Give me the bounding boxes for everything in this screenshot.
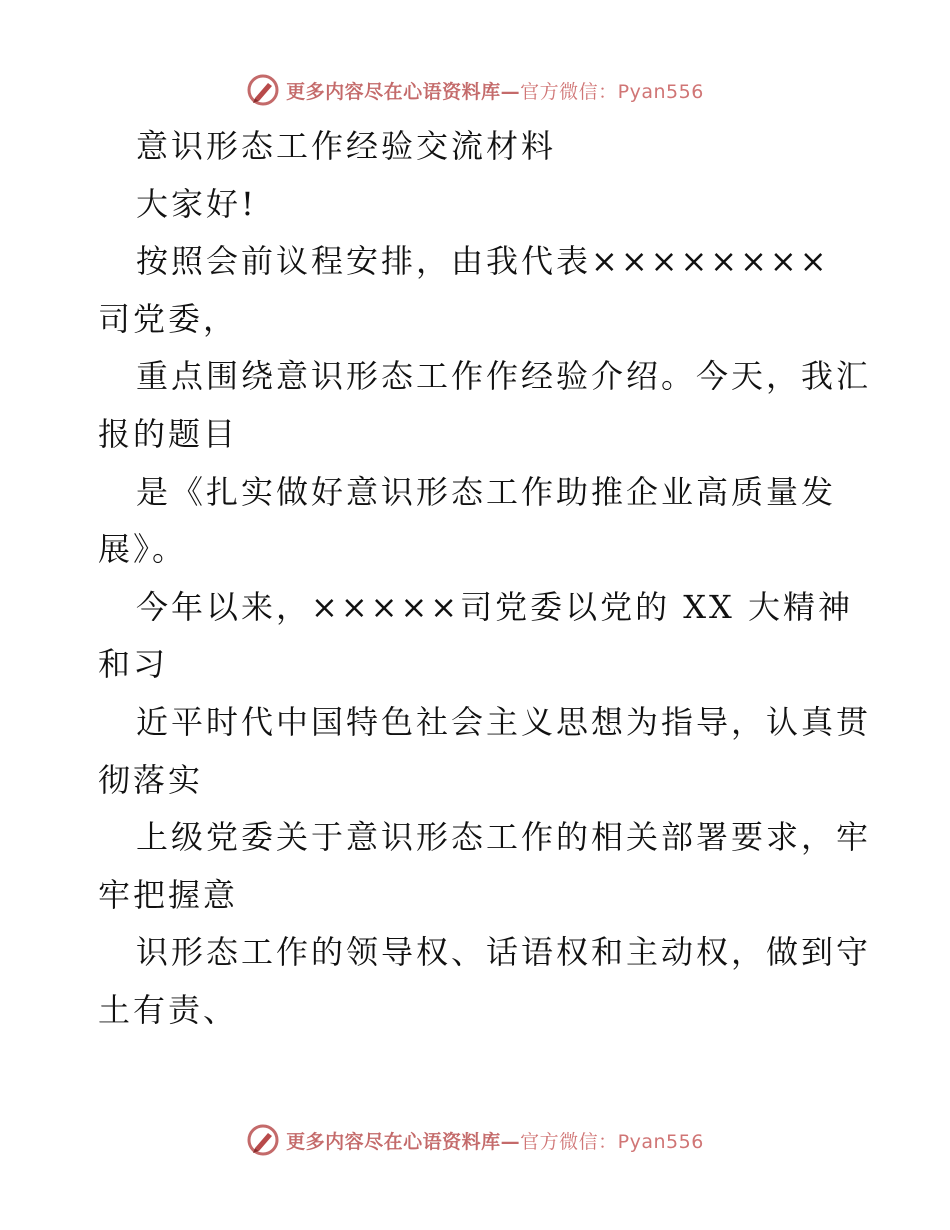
footer-watermark-inner (246, 1123, 704, 1157)
paragraph-line: 今年以来，×××××司党委以党的 XX 大精神 (136, 587, 853, 626)
watermark-contact: 官方微信：Pyan556 (520, 1130, 704, 1153)
watermark-contact: 官方微信：Pyan556 (520, 80, 704, 103)
paragraph-line: 识形态工作的领导权、话语权和主动权，做到守 (136, 933, 872, 972)
paragraph-line: 司党委， (98, 299, 239, 338)
watermark-text (286, 1127, 704, 1154)
paragraph-line: 大家好! (136, 184, 257, 223)
watermark-brand: 更多内容尽在心语资料库 (286, 1130, 501, 1153)
header-watermark (0, 70, 950, 110)
watermark-brand: 更多内容尽在心语资料库 (286, 80, 501, 103)
watermark-dash: — (500, 1130, 521, 1153)
paragraph-line: 彻落实 (98, 760, 204, 799)
paragraph-line: 牢把握意 (98, 875, 239, 914)
paragraph-line: 和习 (98, 645, 169, 684)
paragraph-line: 是《扎实做好意识形态工作助推企业高质量发 (136, 472, 837, 511)
header-watermark-inner (246, 73, 704, 107)
paragraph-line: 展》。 (98, 530, 188, 569)
paragraph-line: 意识形态工作经验交流材料 (136, 127, 557, 165)
pen-logo-icon (246, 73, 280, 107)
paragraph-line: 报的题目 (98, 414, 239, 453)
footer-watermark (0, 1120, 950, 1160)
watermark-dash: — (500, 80, 521, 103)
paragraph-line: 近平时代中国特色社会主义思想为指导，认真贯 (136, 702, 872, 741)
paragraph-line: 土有责、 (98, 990, 239, 1029)
watermark-text (286, 77, 704, 104)
paragraph-line: 按照会前议程安排，由我代表×××××××× (136, 242, 830, 281)
paragraph-line: 上级党委关于意识形态工作的相关部署要求，牢 (136, 818, 872, 857)
paragraph-line: 重点围绕意识形态工作作经验介绍。今天，我汇 (136, 357, 872, 396)
pen-logo-icon (246, 1123, 280, 1157)
document-body (98, 118, 872, 1040)
